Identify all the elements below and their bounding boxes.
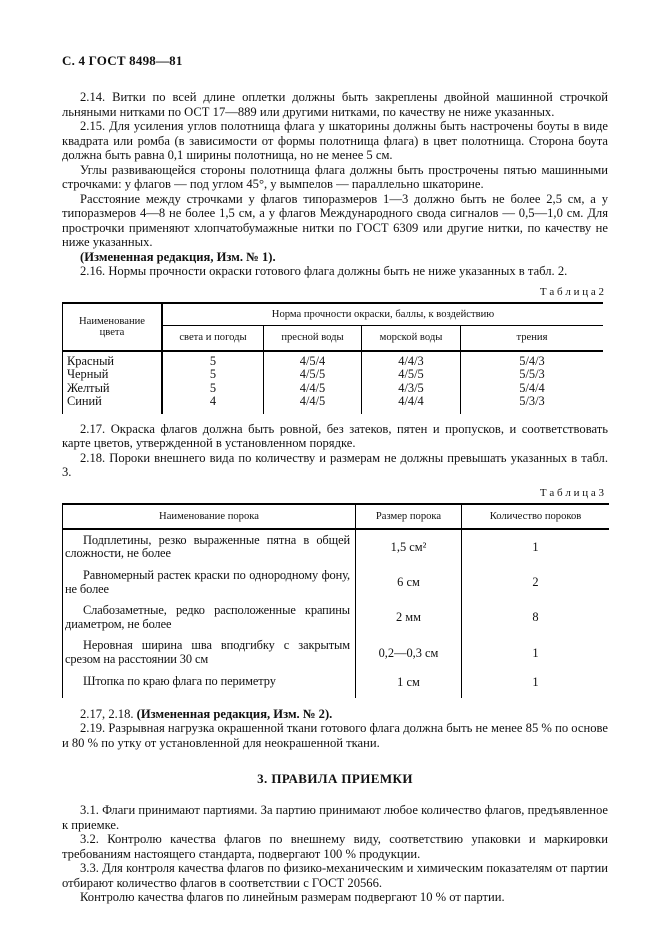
table3-defect-cell	[63, 530, 355, 565]
section-3-heading: 3. ПРАВИЛА ПРИЕМКИ	[257, 771, 413, 787]
paragraph-3-1: 3.1. Флаги принимают партиями. За партию принимают любое количество флагов, предъявленное к приемке.	[62, 803, 608, 832]
table2-light-column	[163, 352, 263, 414]
table2-label: Т а б л и ц а 2	[539, 285, 604, 298]
table2-cell: 5	[209, 353, 217, 368]
table2-span-header: Норма прочности окраски, баллы, к воздействию	[163, 304, 603, 326]
paragraph-2-18: 2.18. Пороки внешнего вида по количеству и размерам не должны превышать указанных в табл. 3.	[62, 450, 608, 480]
table2-sub-headers	[163, 326, 603, 350]
paragraph-3-3: 3.3. Для контроля качества флагов по физико-механическим и химическим показателям от партии отбирают количество флагов в соответствии с ГОСТ 20566.	[62, 861, 608, 890]
table2-seawater-column	[361, 352, 460, 414]
table3-defect-text: Неровная ширина шва вподгибку с закрытым срезом на расстоянии 30 см	[65, 638, 350, 667]
table2-cell: 5/4/3	[519, 353, 545, 368]
paragraph-2-15-corners: Углы развивающейся стороны полотнища флага должны быть прострочены пятью машинными строчками: у флагов — под углом 45°, у вымпелов — параллельно шкаторине.	[62, 162, 608, 191]
table3-size-cell: 2 мм	[355, 600, 461, 635]
paragraph-2-14: 2.14. Витки по всей длине оплетки должны быть закреплены двойной машинной строчкой льняными нитками по ОСТ 17—889 или другими нитками, по качеству не ниже указанных.	[62, 90, 608, 119]
paragraph-2-15: 2.15. Для усиления углов полотнища флага у шкаторины должны быть настрочены боуты в виде квадрата или ромба (в зависимости от формы полотнища флага) в цвет полотнища. Сторона боута должна быть равна 0,1 ширины полотнища, но не менее 5 см.	[62, 119, 608, 162]
table-3	[62, 503, 609, 698]
table2-friction-column	[460, 352, 603, 414]
table2-header-right	[163, 304, 603, 350]
table3-count-cell: 1	[461, 671, 609, 698]
table2-cell: 4/4/4	[398, 394, 424, 409]
table3-count-cell: 1	[461, 635, 609, 670]
table2-cell: Красный	[67, 353, 115, 368]
table2-cell: 4/4/3	[398, 353, 424, 368]
table3-count-cell: 1	[461, 530, 609, 565]
table2-cell: 4/5/5	[299, 367, 326, 382]
table3-label: Т а б л и ц а 3	[539, 486, 604, 499]
table3-header	[63, 505, 609, 530]
table2-cell: 4/3/5	[398, 380, 424, 395]
amendment-2-prefix: 2.17, 2.18.	[80, 706, 137, 721]
paragraph-2-19: 2.19. Разрывная нагрузка окрашенной ткани готового флага должна быть не менее 85 % по основе и 80 % по утку от установленной для неокрашенной ткани.	[62, 721, 608, 750]
table2-cell: Черный	[67, 367, 109, 382]
table2-color-column	[63, 352, 163, 414]
table3-header-count: Количество пороков	[461, 505, 609, 528]
paragraph-3-2: 3.2. Контролю качества флагов по внешнему виду, соответствию упаковки и маркировки требованиям настоящего стандарта, подвергают 100 % продукции.	[62, 832, 608, 861]
table2-cell: Желтый	[67, 380, 110, 395]
table2-cell: 5	[209, 380, 217, 395]
table3-size-cell: 0,2—0,3 см	[355, 635, 461, 670]
paragraph-amendment-2	[62, 707, 608, 722]
table2-cell: 4/4/5	[299, 380, 326, 395]
table2-cell: Синий	[67, 394, 102, 409]
table3-defect-cell	[63, 565, 355, 600]
table2-col1-header: Наименование цвета	[63, 304, 163, 350]
paragraph-2-16: 2.16. Нормы прочности окраски готового флага должны быть не ниже указанных в табл. 2.	[80, 264, 568, 278]
table3-defect-cell	[63, 600, 355, 635]
paragraph-2-15-distance: Расстояние между строчками у флагов типоразмеров 1—3 должно быть не более 2,5 см, а у типоразмеров 4—8 не более 1,5 см, а у флагов Международного свода сигналов — 0,5—1,0 см. Для прострочки применяют хлопчатобумажные нитки по ГОСТ 6309 или другие нитки, по качеству не ниже указанных.	[62, 191, 608, 249]
page-header: С. 4 ГОСТ 8498—81	[62, 53, 183, 68]
table3-defect-cell	[63, 635, 355, 670]
table3-defect-text: Слабозаметные, редко расположенные крапины диаметром, не более	[65, 603, 350, 631]
table2-cell: 5	[209, 367, 217, 382]
table3-defect-text: Равномерный растек краски по однородному фону, не более	[65, 568, 350, 596]
paragraph-2-17: 2.17. Окраска флагов должна быть ровной, без затеков, пятен и пропусков, и соответствовать карте цветов, утвержденной в установленном порядке.	[62, 421, 608, 451]
table3-size-cell: 1 см	[355, 671, 461, 698]
table2-cell: 5/3/3	[519, 394, 545, 409]
table2-cell: 5/4/4	[519, 380, 545, 395]
table3-size-cell: 6 см	[355, 565, 461, 600]
table2-subheader-seawater: морской воды	[361, 326, 460, 350]
table2-subheader-freshwater: пресной воды	[263, 326, 361, 350]
table3-header-defect: Наименование порока	[159, 510, 259, 522]
table2-body	[63, 352, 603, 414]
table3-count-cell: 2	[461, 565, 609, 600]
table2-cell: 4	[209, 394, 217, 409]
table3-defect-cell	[63, 671, 355, 698]
table-2	[62, 302, 603, 414]
table2-cell: 4/5/4	[299, 353, 326, 368]
table2-subheader-friction: трения	[460, 326, 603, 350]
table2-freshwater-column	[263, 352, 361, 414]
table2-header	[63, 304, 603, 352]
table3-size-cell: 1,5 см²	[355, 530, 461, 565]
table3-count-cell: 8	[461, 600, 609, 635]
table2-subheader-light: света и погоды	[179, 332, 247, 343]
table2-cell: 4/5/5	[398, 367, 424, 382]
page-content	[62, 53, 608, 905]
table2-cell: 5/5/3	[519, 367, 545, 382]
table3-header-size: Размер порока	[355, 505, 461, 528]
paragraph-3-3b: Контролю качества флагов по линейным размерам подвергают 10 % от партии.	[80, 890, 505, 905]
table2-cell: 4/4/5	[299, 394, 326, 409]
table3-body	[63, 530, 609, 698]
table3-defect-text: Подплетины, резко выраженные пятна в общей сложности, не более	[65, 532, 350, 561]
table3-defect-text: Штопка по краю флага по периметру	[83, 673, 276, 688]
amendment-2-bold: (Измененная редакция, Изм. № 2).	[136, 706, 333, 721]
paragraph-amendment-1: (Измененная редакция, Изм. № 1).	[80, 249, 276, 264]
